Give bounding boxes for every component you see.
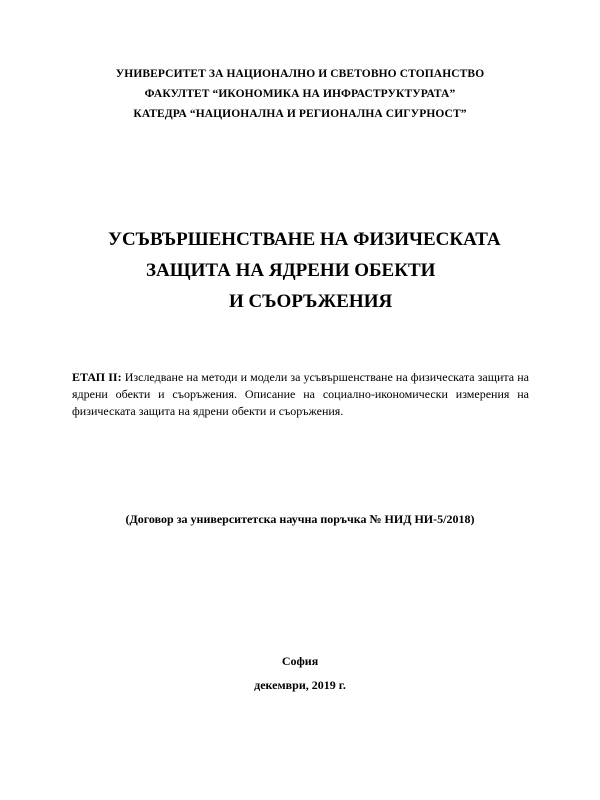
date: декември, 2019 г. <box>254 678 346 692</box>
title-line-3: И СЪОРЪЖЕНИЯ <box>229 291 393 312</box>
title-line-2: ЗАЩИТА НА ЯДРЕНИ ОБЕКТИ <box>146 260 436 281</box>
stage-description <box>72 369 529 420</box>
title-line-1: УСЪВЪРШЕНСТВАНЕ НА ФИЗИЧЕСКАТА <box>108 229 501 250</box>
university-name: УНИВЕРСИТЕТ ЗА НАЦИОНАЛНО И СВЕТОВНО СТОПАНСТВО <box>115 68 485 80</box>
contract-reference: (Договор за университетска научна поръчка № НИД НИ-5/2018) <box>125 512 475 526</box>
stage-text: Изследване на методи и модели за усъвършенстване на физическата защита на ядрени обекти и съоръжения. Описание на социално-икономически измерения на физическата защита на ядрени обекти и съоръжения. <box>72 370 529 418</box>
stage-label: ЕТАП II: <box>72 370 122 384</box>
faculty-name: ФАКУЛТЕТ “ИКОНОМИКА НА ИНФРАСТРУКТУРАТА” <box>144 88 456 100</box>
institution-header <box>0 64 600 124</box>
department-name: КАТЕДРА “НАЦИОНАЛНА И РЕГИОНАЛНА СИГУРНОСТ” <box>133 108 467 120</box>
city: София <box>281 654 319 668</box>
place-and-date <box>0 649 600 697</box>
